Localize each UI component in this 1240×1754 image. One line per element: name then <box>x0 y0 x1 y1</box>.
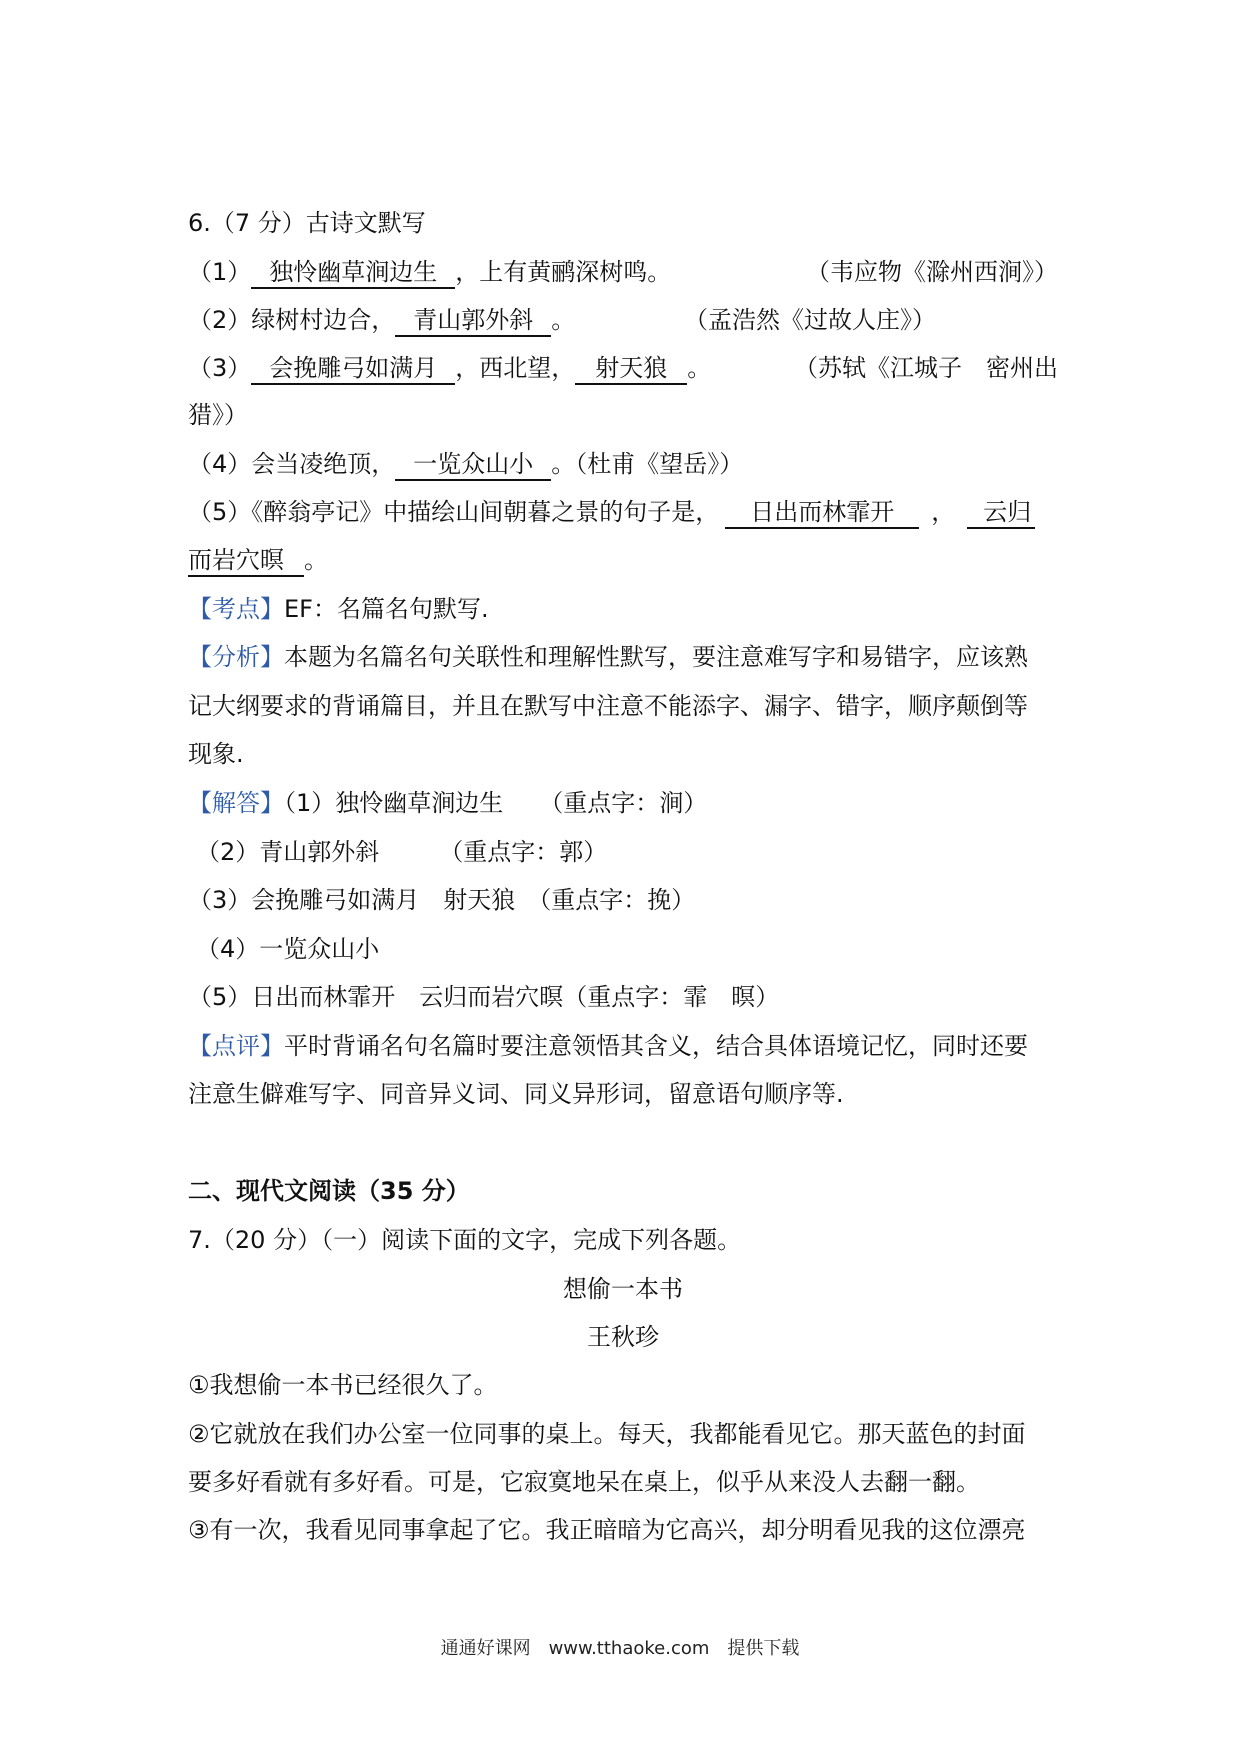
article-paragraph-2-cont: 要多好看就有多好看。可是，它寂寞地呆在桌上，似乎从来没人去翻一翻。 <box>188 1468 980 1496</box>
q6-item-5-answer-2b: 而岩穴暝 <box>188 545 304 577</box>
question-6-title: 6.（7 分）古诗文默写 <box>188 209 426 237</box>
page-footer: 通通好课网 www.tthaoke.com 提供下载 <box>440 1638 800 1659</box>
q6-item-3-prefix: （3） <box>188 354 252 382</box>
q6-item-2-answer: 青山郭外斜 <box>395 305 551 337</box>
kaodian-tag: 【考点】 <box>188 595 284 623</box>
fenxi-line-1: 本题为名篇名句关联性和理解性默写，要注意难写字和易错字，应该熟 <box>284 643 1028 671</box>
jieda-line-1: （1）独怜幽草涧边生 （重点字：涧） <box>284 789 708 817</box>
fenxi-line-2: 记大纲要求的背诵篇目，并且在默写中注意不能添字、漏字、错字，顺序颠倒等 <box>188 692 1028 720</box>
q6-item-3-middle: ，西北望， <box>455 354 576 382</box>
q6-item-1-source: （韦应物《滁州西涧》） <box>806 258 1058 286</box>
q6-item-3-source-cont: 猎》） <box>188 401 248 429</box>
article-author: 王秋珍 <box>587 1323 659 1351</box>
q6-item-5-prefix: （5）《醉翁亭记》中描绘山间朝暮之景的句子是， <box>188 498 720 526</box>
q6-item-5-answer-1: 日出而林霏开 <box>725 497 919 529</box>
article-paragraph-2: ②它就放在我们办公室一位同事的桌上。每天，我都能看见它。那天蓝色的封面 <box>188 1420 1026 1448</box>
jieda-tag: 【解答】 <box>188 789 284 817</box>
article-paragraph-1: ①我想偷一本书已经很久了。 <box>188 1371 498 1399</box>
q6-item-4-tail: 。（杜甫《望岳》） <box>551 450 744 478</box>
jieda-line-3: （3）会挽雕弓如满月 射天狼 （重点字：挽） <box>188 886 696 914</box>
kaodian <box>188 592 1058 626</box>
q6-item-4-prefix: （4）会当凌绝顶， <box>188 450 396 478</box>
fenxi <box>188 640 1058 674</box>
question-7-intro: 7.（20 分）（一）阅读下面的文字，完成下列各题。 <box>188 1226 742 1254</box>
dianping-tag: 【点评】 <box>188 1032 284 1060</box>
q6-item-3-answer-1: 会挽雕弓如满月 <box>251 353 455 385</box>
dianping-line-1: 平时背诵名句名篇时要注意领悟其含义，结合具体语境记忆，同时还要 <box>284 1032 1028 1060</box>
q6-item-3 <box>188 351 1058 385</box>
q6-item-3-tail: 。 <box>687 354 712 382</box>
q6-item-5-middle: ， <box>931 498 956 526</box>
q6-item-1-answer: 独怜幽草涧边生 <box>251 257 455 289</box>
q6-item-2-prefix: （2）绿树村边合， <box>188 306 396 334</box>
dianping <box>188 1029 1058 1063</box>
q6-item-1-middle: ，上有黄鹂深树鸣。 <box>455 258 672 286</box>
dianping-line-2: 注意生僻难写字、同音异义词、同义异形词，留意语句顺序等. <box>188 1080 844 1108</box>
section-2-heading: 二、现代文阅读（35 分） <box>188 1177 470 1205</box>
q6-item-5-tail: 。 <box>304 546 328 574</box>
q6-item-1 <box>188 255 1058 289</box>
q6-item-4 <box>188 447 1058 481</box>
q6-item-2-tail: 。 <box>551 306 576 334</box>
q6-item-2-source: （孟浩然《过故人庄》） <box>684 306 936 334</box>
jieda-line-5: （5）日出而林霏开 云归而岩穴暝（重点字：霏 暝） <box>188 983 780 1011</box>
q6-item-2 <box>188 303 1058 337</box>
q6-item-5-cont <box>188 543 1058 577</box>
article-paragraph-3: ③有一次，我看见同事拿起了它。我正暗暗为它高兴，却分明看见我的这位漂亮 <box>188 1516 1026 1544</box>
fenxi-tag: 【分析】 <box>188 643 284 671</box>
q6-item-3-answer-2: 射天狼 <box>575 353 687 385</box>
q6-item-3-source: （苏轼《江城子 密州出 <box>794 354 1058 382</box>
jieda-line-4: （4）一览众山小 <box>196 935 380 963</box>
fenxi-line-3: 现象. <box>188 740 244 768</box>
article-title: 想偷一本书 <box>563 1275 683 1303</box>
kaodian-text: EF：名篇名句默写. <box>284 595 489 623</box>
q6-item-4-answer: 一览众山小 <box>395 449 551 481</box>
q6-item-5-answer-2a: 云归 <box>967 497 1035 529</box>
jieda-line-2: （2）青山郭外斜 （重点字：郭） <box>196 838 608 866</box>
q6-item-5 <box>188 495 1058 529</box>
q6-item-1-prefix: （1） <box>188 258 252 286</box>
jieda <box>188 786 1058 820</box>
